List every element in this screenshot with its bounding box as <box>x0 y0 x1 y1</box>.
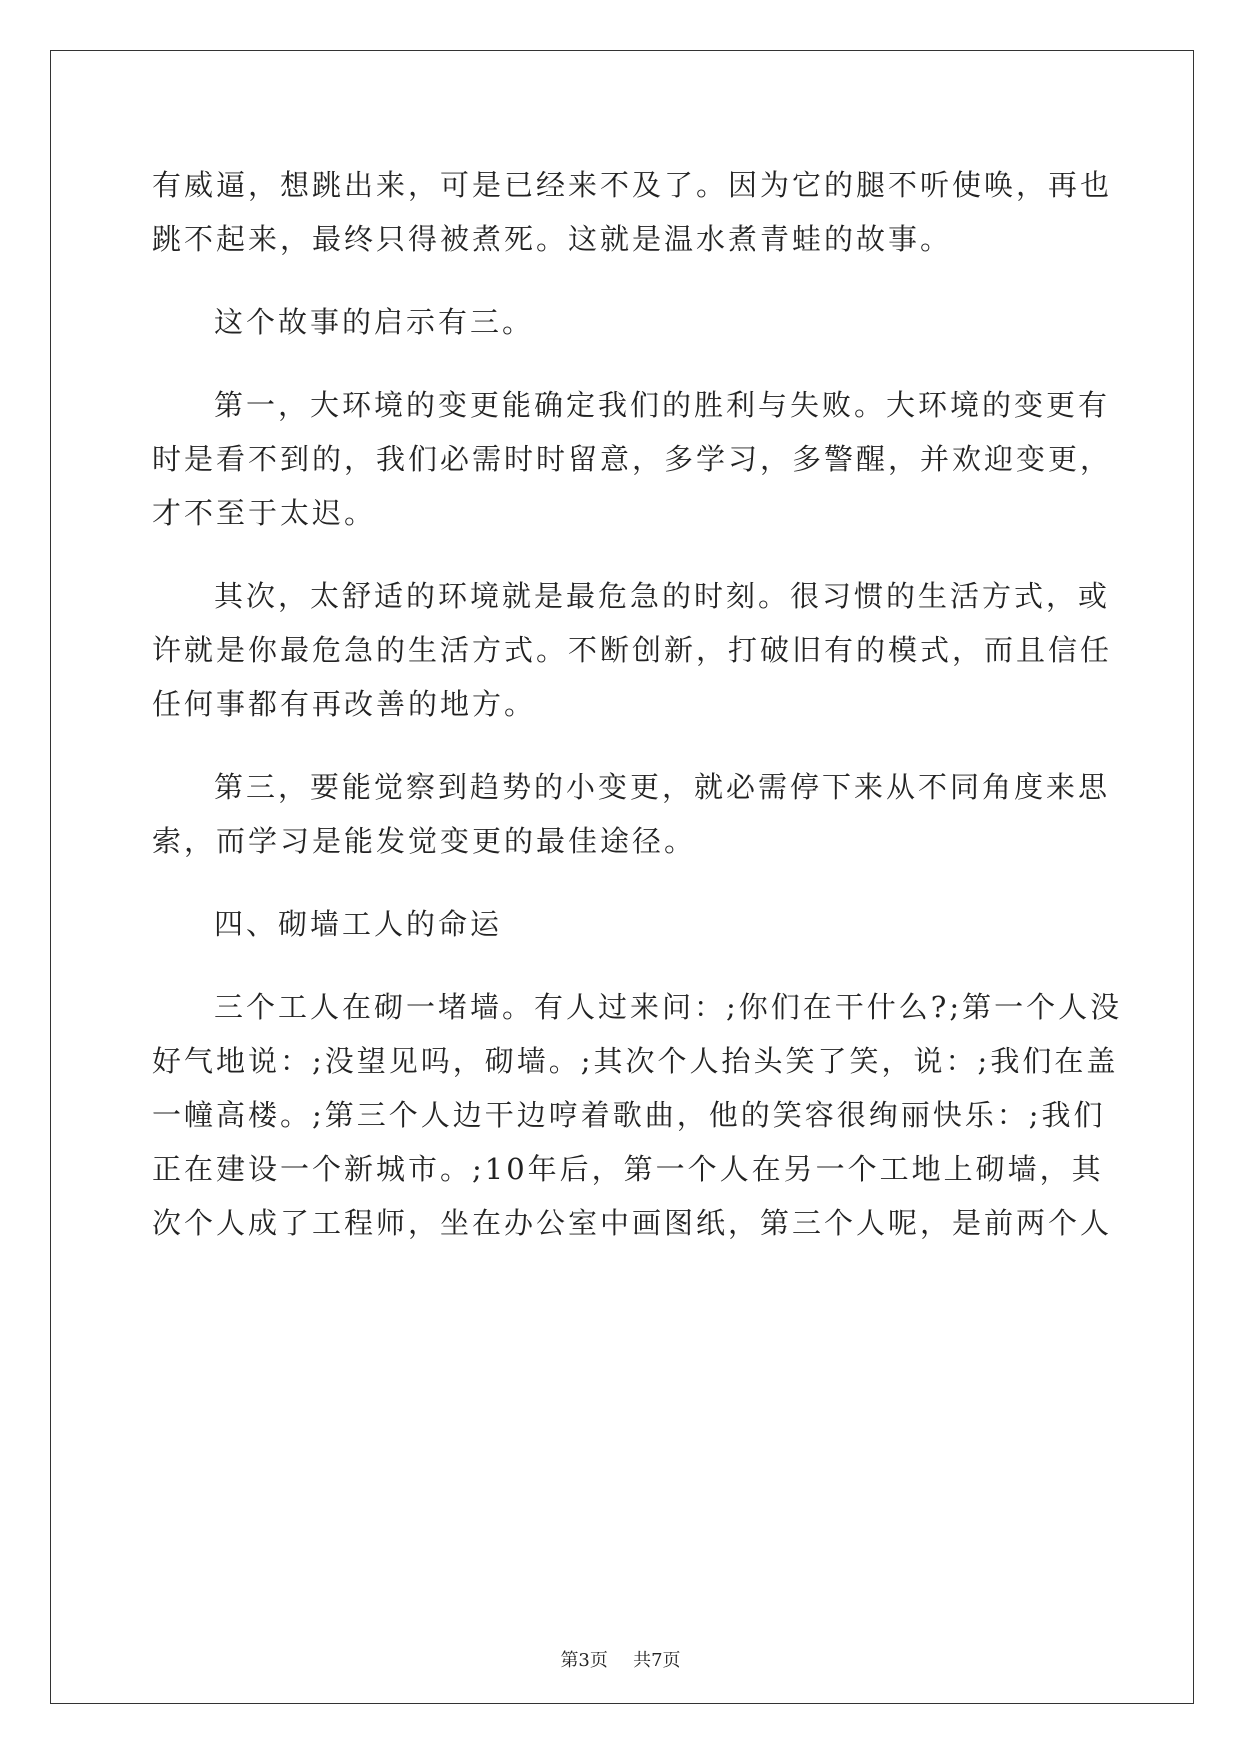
text-line: 时是看不到的，我们必需时时留意，多学习，多警醒，并欢迎变更， <box>152 442 1113 476</box>
paragraph <box>152 760 1111 868</box>
text-line: 四、砌墙工人的命运 <box>214 907 503 941</box>
document-body <box>152 158 1123 1250</box>
text-line: 一幢高楼。;第三个人边干边哼着歌曲，他的笑容很绚丽快乐：;我们 <box>152 1098 1106 1132</box>
page-total: 共7页 <box>633 1650 681 1671</box>
text-line: 这个故事的启示有三。 <box>214 305 535 339</box>
text-line: 正在建设一个新城市。;10年后，第一个人在另一个工地上砌墙，其 <box>152 1152 1104 1186</box>
text-line: 才不至于太迟。 <box>152 496 377 530</box>
page-footer <box>0 1646 1241 1672</box>
page-number: 第3页 <box>560 1650 608 1671</box>
text-line: 许就是你最危急的生活方式。不断创新，打破旧有的模式，而且信任 <box>152 633 1113 667</box>
paragraph <box>152 378 1113 540</box>
text-line: 跳不起来，最终只得被煮死。这就是温水煮青蛙的故事。 <box>152 222 953 256</box>
text-line: 第一，大环境的变更能确定我们的胜利与失败。大环境的变更有 <box>214 388 1111 422</box>
text-line: 索，而学习是能发觉变更的最佳途径。 <box>152 824 697 858</box>
text-line: 第三，要能觉察到趋势的小变更，就必需停下来从不同角度来思 <box>214 770 1111 804</box>
paragraph <box>152 158 1113 266</box>
text-line: 其次，太舒适的环境就是最危急的时刻。很习惯的生活方式，或 <box>214 579 1111 613</box>
section-heading <box>152 897 1092 951</box>
text-line: 好气地说：;没望见吗，砌墙。;其次个人抬头笑了笑，说：;我们在盖 <box>152 1044 1119 1078</box>
paragraph <box>152 295 1092 349</box>
text-line: 任何事都有再改善的地方。 <box>152 687 537 721</box>
text-line: 有威逼，想跳出来，可是已经来不及了。因为它的腿不听使唤，再也 <box>152 168 1113 202</box>
text-line: 三个工人在砌一堵墙。有人过来问：;你们在干什么?;第一个人没 <box>214 990 1123 1024</box>
paragraph <box>152 980 1123 1250</box>
text-line: 次个人成了工程师，坐在办公室中画图纸，第三个人呢，是前两个人 <box>152 1206 1113 1240</box>
paragraph <box>152 569 1113 731</box>
